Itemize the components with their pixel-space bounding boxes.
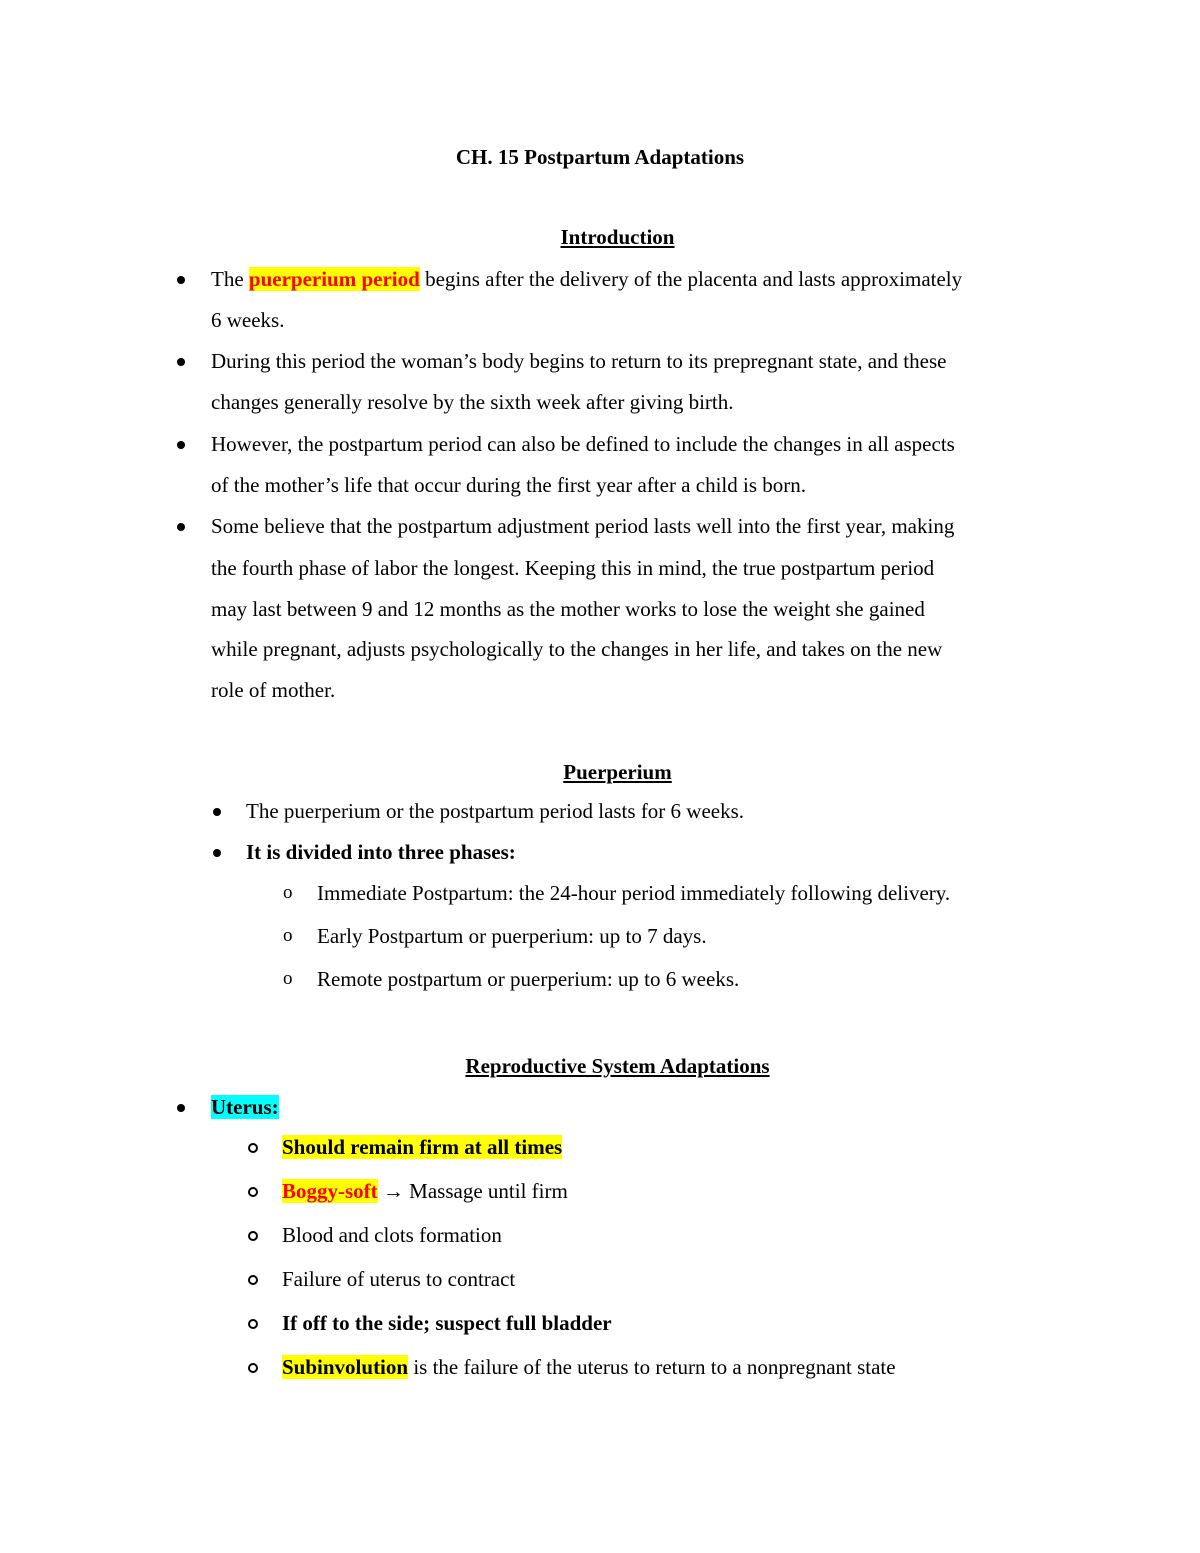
uterus-item-subinvolution: Subinvolution is the failure of the uterus to return to a nonpregnant state bbox=[282, 1355, 896, 1379]
puerperium-bullet-2: It is divided into three phases: bbox=[246, 840, 516, 864]
intro-bullet-2-line-1: During this period the woman’s body begins to return to its prepregnant state, and these bbox=[211, 349, 947, 373]
sub-bullet-icon: o bbox=[283, 925, 293, 946]
bullet-icon bbox=[177, 523, 185, 531]
introduction-heading: Introduction bbox=[560, 225, 675, 249]
puerperium-bullet-1: The puerperium or the postpartum period lasts for 6 weeks. bbox=[246, 799, 745, 823]
intro-bullet-3-line-1: However, the postpartum period can also be defined to include the changes in all aspects bbox=[211, 432, 955, 456]
uterus-item-side: If off to the side; suspect full bladder bbox=[282, 1311, 612, 1335]
intro-bullet-1-line-2: 6 weeks. bbox=[211, 308, 285, 332]
sub-bullet-icon bbox=[248, 1231, 258, 1241]
sub-bullet-icon bbox=[248, 1363, 258, 1373]
intro-bullet-2-line-2: changes generally resolve by the sixth week after giving birth. bbox=[211, 390, 734, 414]
bullet-icon bbox=[213, 808, 221, 816]
boggy-soft-term: Boggy-soft bbox=[282, 1179, 378, 1203]
sub-bullet-icon bbox=[248, 1319, 258, 1329]
uterus-label: Uterus: bbox=[211, 1095, 279, 1119]
phase-item-2: Early Postpartum or puerperium: up to 7 days. bbox=[317, 924, 707, 948]
intro-bullet-1-line-1: The puerperium period begins after the delivery of the placenta and lasts approximately bbox=[211, 267, 963, 291]
sub-bullet-icon bbox=[248, 1275, 258, 1285]
puerperium-heading: Puerperium bbox=[563, 760, 672, 784]
intro-bullet-4-line-1: Some believe that the postpartum adjustment period lasts well into the first year, making bbox=[211, 514, 955, 538]
sub-bullet-icon bbox=[248, 1187, 258, 1197]
reproductive-heading: Reproductive System Adaptations bbox=[465, 1054, 770, 1078]
sub-bullet-icon bbox=[248, 1143, 258, 1153]
page-title: CH. 15 Postpartum Adaptations bbox=[455, 145, 745, 169]
puerperium-period-term: puerperium period bbox=[248, 267, 420, 291]
intro-bullet-3-line-2: of the mother’s life that occur during the first year after a child is born. bbox=[211, 473, 806, 497]
bullet-icon bbox=[177, 441, 185, 449]
intro-bullet-4-line-4: while pregnant, adjusts psychologically to the changes in her life, and takes on the new bbox=[211, 637, 943, 661]
uterus-label-line bbox=[211, 1092, 279, 1122]
phase-item-3: Remote postpartum or puerperium: up to 6 weeks. bbox=[317, 967, 740, 991]
uterus-item-clots: Blood and clots formation bbox=[282, 1223, 502, 1247]
intro-bullet-4-line-5: role of mother. bbox=[211, 678, 336, 702]
arrow-right-icon: → bbox=[382, 1179, 404, 1203]
sub-bullet-icon: o bbox=[283, 882, 293, 903]
phase-item-1: Immediate Postpartum: the 24-hour period immediately following delivery. bbox=[317, 881, 951, 905]
uterus-item-boggy: Boggy-soft → Massage until firm bbox=[282, 1179, 568, 1203]
subinvolution-term: Subinvolution bbox=[282, 1355, 409, 1379]
intro-bullet-4-line-2: the fourth phase of labor the longest. Keeping this in mind, the true postpartum period bbox=[211, 556, 935, 580]
uterus-item-firm: Should remain firm at all times bbox=[282, 1135, 563, 1159]
bullet-icon bbox=[177, 358, 185, 366]
bullet-icon bbox=[177, 276, 185, 284]
sub-bullet-icon: o bbox=[283, 968, 293, 989]
bullet-icon bbox=[177, 1104, 185, 1112]
intro-bullet-4-line-3: may last between 9 and 12 months as the mother works to lose the weight she gained bbox=[211, 597, 925, 621]
bullet-icon bbox=[213, 849, 221, 857]
uterus-item-failure: Failure of uterus to contract bbox=[282, 1267, 516, 1291]
